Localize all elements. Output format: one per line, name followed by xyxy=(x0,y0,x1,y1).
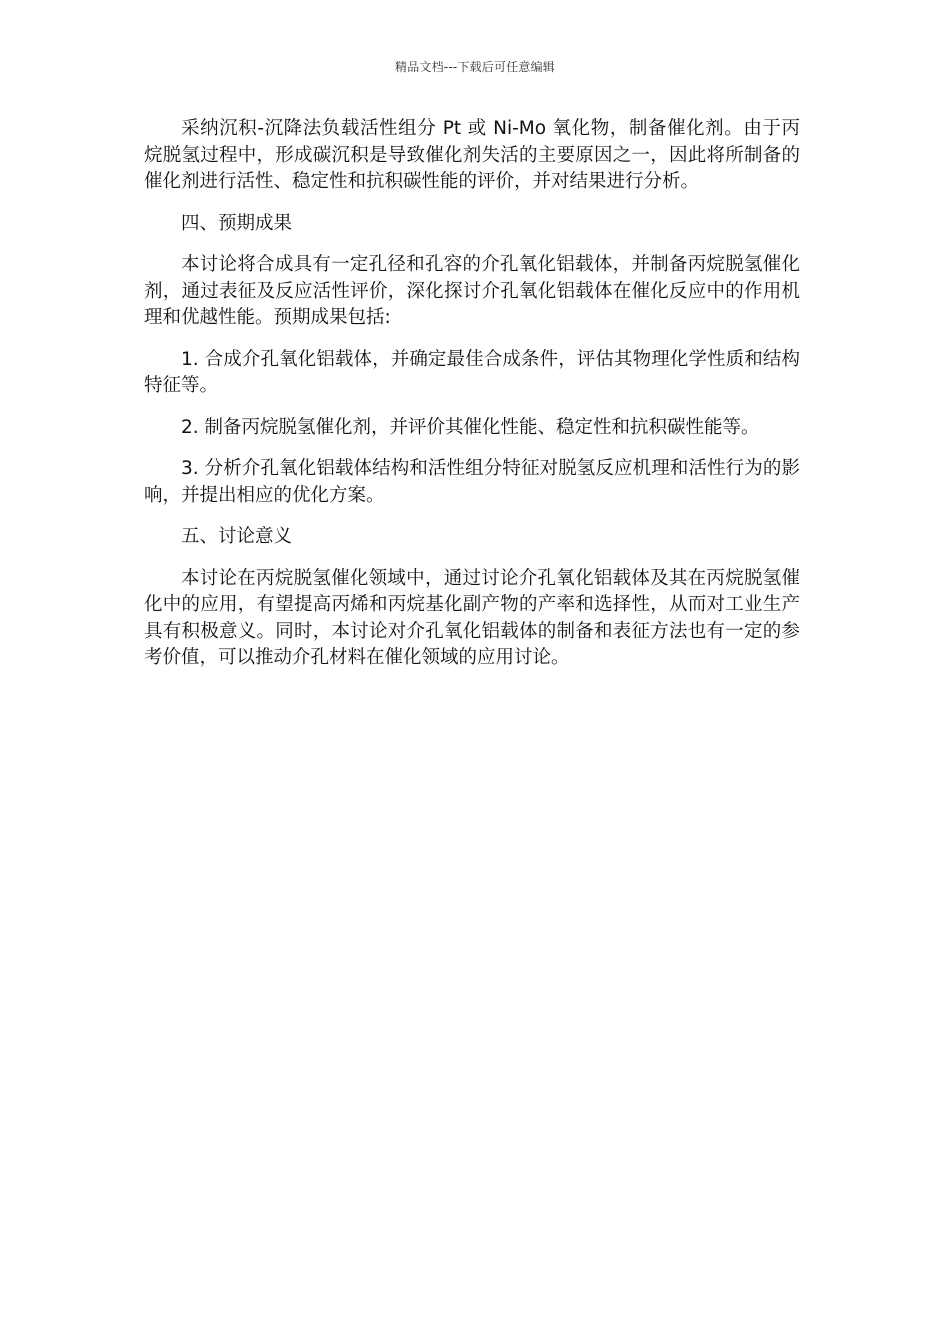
paragraph-method: 采纳沉积-沉降法负载活性组分 Pt 或 Ni-Mo 氧化物，制备催化剂。由于丙烷脱氢过程中，形成碳沉积是导致催化剂失活的主要原因之一，因此将所制备的催化剂进行活性、稳定性和抗积碳性能的评价，并对结果进行分析。 xyxy=(144,118,800,192)
document-body xyxy=(144,116,800,687)
list-item-2: 2. 制备丙烷脱氢催化剂，并评价其催化性能、稳定性和抗积碳性能等。 xyxy=(181,416,760,438)
paragraph-expected-intro: 本讨论将合成具有一定孔径和孔容的介孔氧化铝载体，并制备丙烷脱氢催化剂，通过表征及反应活性评价，深化探讨介孔氧化铝载体在催化反应中的作用机理和优越性能。预期成果包括: xyxy=(144,254,800,328)
page-header: 精品文档---下载后可任意编辑 xyxy=(395,60,555,74)
list-item-1: 1. 合成介孔氧化铝载体，并确定最佳合成条件，评估其物理化学性质和结构特征等。 xyxy=(144,348,800,396)
section-heading-significance: 五、讨论意义 xyxy=(181,526,293,547)
paragraph-significance: 本讨论在丙烷脱氢催化领域中，通过讨论介孔氧化铝载体及其在丙烷脱氢催化中的应用，有望提高丙烯和丙烷基化副产物的产率和选择性，从而对工业生产具有积极意义。同时，本讨论对介孔氧化铝载体的制备和表征方法也有一定的参考价值，可以推动介孔材料在催化领域的应用讨论。 xyxy=(144,567,800,668)
list-item-3: 3. 分析介孔氧化铝载体结构和活性组分特征对脱氢反应机理和活性行为的影响，并提出相应的优化方案。 xyxy=(144,458,800,506)
section-heading-expected-results: 四、预期成果 xyxy=(181,212,293,234)
